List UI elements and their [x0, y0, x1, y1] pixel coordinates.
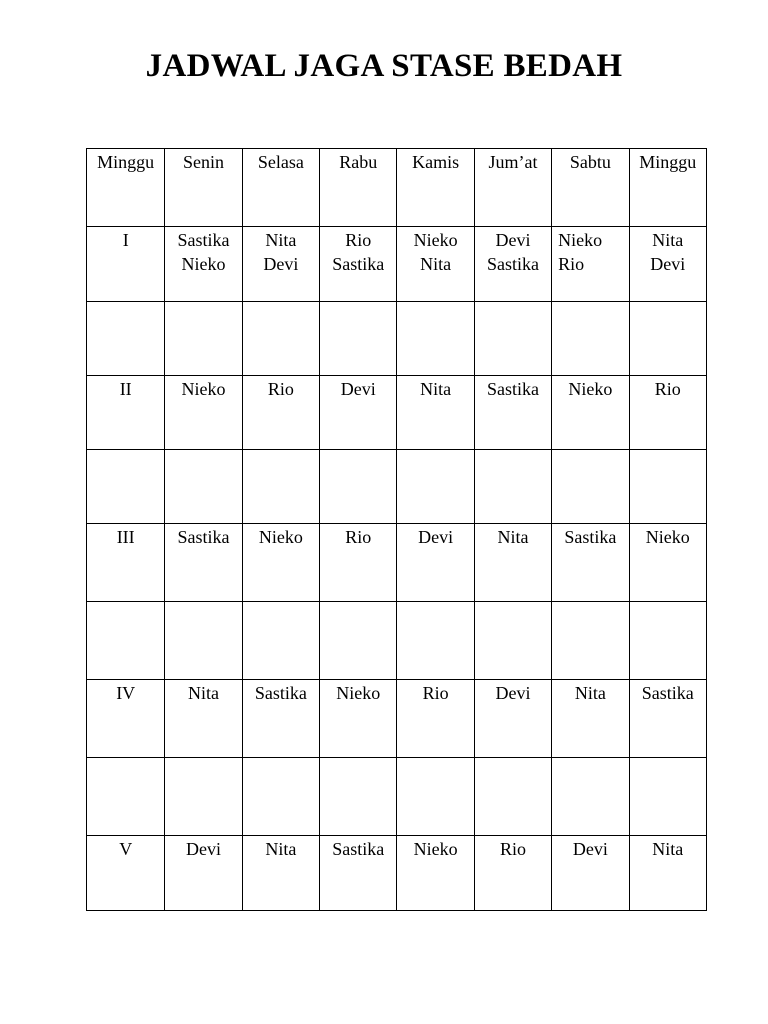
- schedule-cell-saturday: [552, 227, 629, 302]
- staff-name: Sastika: [254, 683, 307, 703]
- staff-name: Nieko: [336, 683, 381, 703]
- schedule-cell-tuesday: [242, 450, 319, 524]
- staff-name: Devi: [495, 230, 531, 250]
- schedule-cell-wednesday: [320, 302, 397, 376]
- schedule-cell-saturday: [552, 524, 629, 602]
- schedule-cell-tuesday: [242, 524, 319, 602]
- week-cell: V: [87, 836, 165, 911]
- staff-name: Rio: [422, 683, 449, 703]
- staff-name: Nita: [574, 683, 606, 703]
- staff-name: Rio: [654, 379, 681, 399]
- table-row: [87, 227, 707, 302]
- schedule-cell-tuesday: [242, 602, 319, 680]
- schedule-cell-sunday: [629, 602, 706, 680]
- schedule-cell-monday: [165, 450, 242, 524]
- schedule-cell-wednesday: [320, 376, 397, 450]
- staff-name: Nita: [420, 379, 452, 399]
- schedule-cell-friday: [474, 524, 551, 602]
- schedule-cell-saturday: [552, 836, 629, 911]
- staff-name: Nita: [652, 230, 684, 250]
- schedule-cell-friday: [474, 450, 551, 524]
- schedule-cell-thursday: [397, 680, 474, 758]
- schedule-cell-tuesday: [242, 376, 319, 450]
- schedule-cell-sunday: [629, 376, 706, 450]
- staff-name: Devi: [340, 379, 376, 399]
- staff-name: Nieko: [181, 254, 226, 274]
- staff-name: Sastika: [332, 839, 385, 859]
- staff-name: Sastika: [641, 683, 694, 703]
- staff-name: Sastika: [177, 230, 230, 250]
- schedule-cell-friday: [474, 680, 551, 758]
- schedule-cell-monday: [165, 680, 242, 758]
- schedule-cell-tuesday: [242, 680, 319, 758]
- table-row: [87, 376, 707, 450]
- schedule-cell-wednesday: [320, 524, 397, 602]
- document-title: JADWAL JAGA STASE BEDAH: [145, 48, 623, 84]
- staff-name: Devi: [263, 254, 299, 274]
- schedule-cell-wednesday: [320, 602, 397, 680]
- staff-name: Devi: [495, 683, 531, 703]
- week-cell: III: [87, 524, 165, 602]
- staff-name: Devi: [186, 839, 222, 859]
- staff-name: Rio: [499, 839, 526, 859]
- table-row-spacer: [87, 602, 707, 680]
- staff-name: Nieko: [645, 527, 690, 547]
- schedule-cell-monday: [165, 524, 242, 602]
- schedule-cell-tuesday: [242, 836, 319, 911]
- staff-name: Nita: [188, 683, 220, 703]
- table-row-spacer: [87, 302, 707, 376]
- schedule-cell-thursday: [397, 836, 474, 911]
- schedule-cell-sunday: [629, 836, 706, 911]
- schedule-cell-thursday: [397, 302, 474, 376]
- staff-name: Sastika: [486, 254, 539, 274]
- staff-name: Nita: [265, 230, 297, 250]
- staff-name: Sastika: [564, 527, 617, 547]
- staff-name: Rio: [345, 527, 372, 547]
- schedule-cell-thursday: [397, 602, 474, 680]
- week-cell: I: [87, 227, 165, 302]
- schedule-cell-monday: [165, 376, 242, 450]
- schedule-cell-friday: [474, 758, 551, 836]
- schedule-cell-wednesday: [320, 227, 397, 302]
- week-cell: IV: [87, 680, 165, 758]
- schedule-cell-monday: [165, 836, 242, 911]
- header-cell-monday: Senin: [165, 149, 242, 227]
- staff-name: Rio: [345, 230, 372, 250]
- schedule-cell-wednesday: [320, 450, 397, 524]
- staff-name: Devi: [650, 254, 686, 274]
- schedule-cell-wednesday: [320, 758, 397, 836]
- staff-name: Nieko: [568, 379, 613, 399]
- staff-name: Nita: [652, 839, 684, 859]
- schedule-cell-monday: [165, 758, 242, 836]
- week-cell: [87, 758, 165, 836]
- schedule-cell-tuesday: [242, 302, 319, 376]
- table-row: [87, 524, 707, 602]
- schedule-cell-saturday: [552, 758, 629, 836]
- staff-name: Devi: [572, 839, 608, 859]
- schedule-cell-monday: [165, 227, 242, 302]
- staff-name: Nita: [265, 839, 297, 859]
- schedule-cell-saturday: [552, 376, 629, 450]
- staff-name: Sastika: [332, 254, 385, 274]
- schedule-cell-wednesday: [320, 680, 397, 758]
- schedule-cell-saturday: [552, 602, 629, 680]
- schedule-cell-friday: [474, 302, 551, 376]
- header-cell-friday: Jum’at: [474, 149, 551, 227]
- header-row: [87, 149, 707, 227]
- staff-name: Nieko: [413, 839, 458, 859]
- schedule-cell-thursday: [397, 524, 474, 602]
- week-cell: [87, 450, 165, 524]
- staff-name: Devi: [418, 527, 454, 547]
- schedule-cell-thursday: [397, 758, 474, 836]
- schedule-cell-monday: [165, 602, 242, 680]
- schedule-cell-tuesday: [242, 227, 319, 302]
- schedule-table: [86, 148, 707, 911]
- schedule-cell-friday: [474, 376, 551, 450]
- schedule-cell-saturday: [552, 302, 629, 376]
- header-cell-thursday: Kamis: [397, 149, 474, 227]
- staff-name: Rio: [558, 254, 585, 274]
- staff-name: Sastika: [486, 379, 539, 399]
- schedule-cell-monday: [165, 302, 242, 376]
- week-cell: II: [87, 376, 165, 450]
- header-cell-saturday: Sabtu: [552, 149, 629, 227]
- table-row-spacer: [87, 758, 707, 836]
- schedule-cell-saturday: [552, 680, 629, 758]
- schedule-cell-wednesday: [320, 836, 397, 911]
- staff-name: Nieko: [413, 230, 458, 250]
- week-cell: [87, 302, 165, 376]
- header-cell-tuesday: Selasa: [242, 149, 319, 227]
- schedule-cell-sunday: [629, 450, 706, 524]
- week-cell: [87, 602, 165, 680]
- table-row: [87, 836, 707, 911]
- header-cell-sunday: Minggu: [629, 149, 706, 227]
- schedule-cell-thursday: [397, 376, 474, 450]
- header-cell-wednesday: Rabu: [320, 149, 397, 227]
- header-cell-week: Minggu: [87, 149, 165, 227]
- staff-name: Nita: [497, 527, 529, 547]
- staff-name: Nieko: [181, 379, 226, 399]
- schedule-cell-thursday: [397, 450, 474, 524]
- schedule-cell-thursday: [397, 227, 474, 302]
- table-row: [87, 680, 707, 758]
- staff-name: Nita: [420, 254, 452, 274]
- staff-name: Sastika: [177, 527, 230, 547]
- schedule-cell-tuesday: [242, 758, 319, 836]
- schedule-cell-sunday: [629, 758, 706, 836]
- schedule-cell-saturday: [552, 450, 629, 524]
- table-row-spacer: [87, 450, 707, 524]
- staff-name: Rio: [267, 379, 294, 399]
- staff-name: Nieko: [558, 230, 603, 250]
- schedule-cell-friday: [474, 836, 551, 911]
- schedule-cell-friday: [474, 602, 551, 680]
- staff-name: Nieko: [258, 527, 303, 547]
- schedule-cell-sunday: [629, 227, 706, 302]
- schedule-cell-friday: [474, 227, 551, 302]
- schedule-cell-sunday: [629, 524, 706, 602]
- schedule-body: [87, 227, 707, 911]
- schedule-cell-sunday: [629, 302, 706, 376]
- schedule-cell-sunday: [629, 680, 706, 758]
